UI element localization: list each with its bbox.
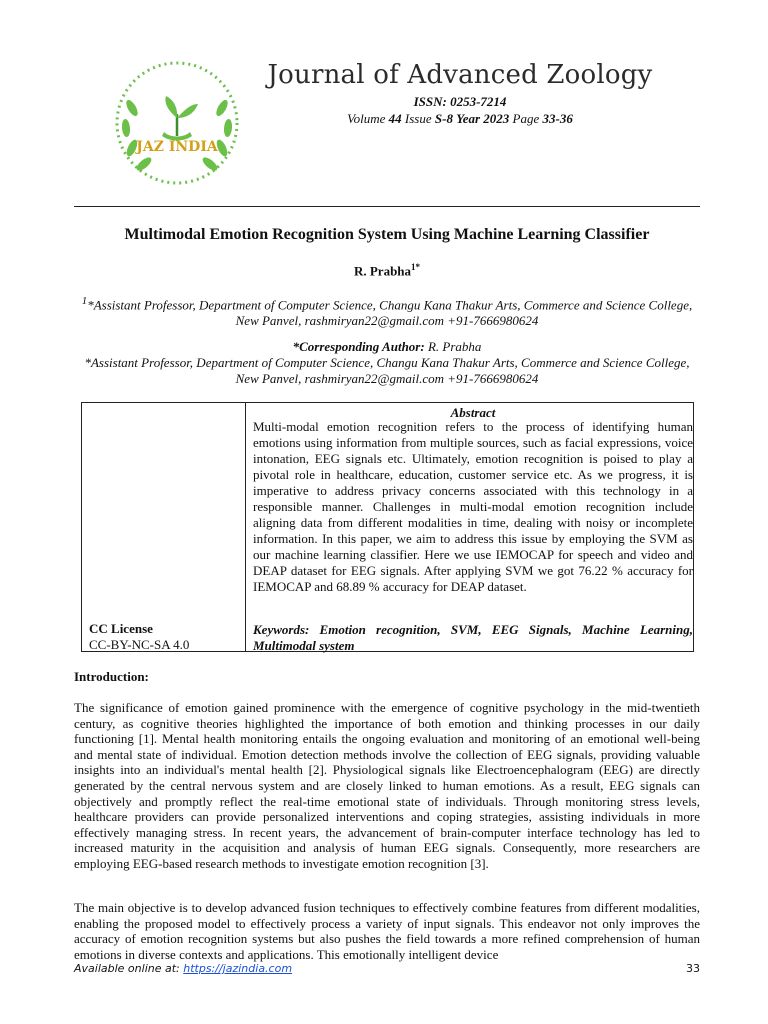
license-value: CC-BY-NC-SA 4.0 [89, 637, 190, 652]
page-range: 33-36 [542, 111, 573, 126]
page-label: Page [512, 111, 540, 126]
volume-line [250, 111, 670, 127]
journal-title: Journal of Advanced Zoology [267, 60, 653, 90]
volume-label: Volume [347, 111, 386, 126]
logo-text: JAZ INDIA [136, 139, 218, 155]
header-divider [74, 206, 700, 207]
issue-label: Issue [404, 111, 432, 126]
corresponding-label: *Corresponding Author: [292, 339, 425, 354]
affiliation-2: *Assistant Professor, Department of Computer Science, Changu Kana Thakur Arts, Commerce and Science College, New Panvel, rashmiryan22@gmail.com +91-7666980624 [84, 355, 690, 386]
author-superscript: 1* [411, 262, 421, 272]
year-value: 2023 [483, 111, 510, 126]
issn: ISSN: 0253-7214 [413, 94, 507, 109]
journal-logo [112, 58, 242, 188]
paragraph-1: The significance of emotion gained prominence with the emergence of cognitive psychology in the mid-twentieth century, as cognitive theories highlighted the importance of both emotion and thinking processes in our daily functioning [1]. Mental health monitoring entails the ongoing evaluation and monitoring of an emotional well-being and mental state of individual. Emotion detection methods involve the collection of EEG signals, providing valuable insights into an individual's mental health [2]. Physiological signals like Electroencephalogram (EEG) are directly generated by the central nervous system and are closely linked to human emotions. As a result, EEG signals can objectively and promptly reflect the real-time emotional state of individuals. Through monitoring stress levels, healthcare providers can provide personalized interventions and coping strategies, assisting individuals in more effectively managing stress. In recent years, the advancement of brain-computer interface technology has led to increased maturity in the acquisition and analysis of human EEG signals. Consequently, more researchers are employing EEG-based research methods to investigate emotion recognition [3]. [74, 700, 700, 871]
page-footer [74, 962, 700, 975]
author-name: R. Prabha [353, 263, 412, 279]
year-label: Year [456, 111, 481, 126]
abstract-table-divider [245, 403, 246, 651]
paragraph-2: The main objective is to develop advanced fusion techniques to effectively combine features from different modalities, enabling the proposed model to effectively process a variety of input signals. This endeavor not only improves the accuracy of emotion recognition systems but also pushes the field towards a more refined comprehension of human emotions in diverse contexts and applications. This emotionally intelligent device [74, 900, 700, 962]
abstract-text: Multi-modal emotion recognition refers to the process of identifying human emotions using information from multiple sources, such as facial expressions, voice intonation, EEG signals etc. Ultimately, emotion recognition is poised to play a pivotal role in healthcare, education, customer service etc. As we progress, it is imperative to address privacy concerns associated with this technology in a responsible manner. Challenges in multi-modal emotion recognition include aligning data from different modalities in time, dealing with noisy or incomplete information. In this paper, we aim to address this issue by employing the SVM as our machine learning classifier. Here we use IEMOCAP for speech and video and DEAP dataset for EEG signals. After applying SVM we got 76.22 % accuracy for IEMOCAP and 68.89 % accuracy for DEAP dataset. [253, 419, 693, 594]
corresponding-name: R. Prabha [424, 339, 482, 354]
affiliation-superscript: 1 [81, 295, 88, 307]
keywords: Keywords: Emotion recognition, SVM, EEG Signals, Machine Learning, Multimodal system [253, 622, 693, 653]
introduction-heading: Introduction: [74, 669, 149, 684]
affiliation-1 [74, 293, 700, 329]
available-online-label: Available online at: [74, 962, 180, 975]
journal-header [250, 60, 670, 127]
paper-title: Multimodal Emotion Recognition System Using Machine Learning Classifier [124, 226, 650, 243]
author-line [74, 262, 700, 279]
abstract-heading: Abstract [450, 405, 496, 420]
journal-website-link[interactable]: https://jazindia.com [183, 962, 293, 975]
corresponding-author [74, 339, 700, 355]
volume-number: 44 [388, 111, 402, 126]
issue-number: S-8 [434, 111, 453, 126]
page-number: 33 [686, 962, 700, 975]
affiliation-1-text: *Assistant Professor, Department of Computer Science, Changu Kana Thakur Arts, Commerce and Science College, New Panvel, rashmiryan22@gmail.com +91-7666980624 [87, 297, 693, 329]
license-label: CC License [89, 621, 153, 636]
abstract-table [81, 402, 694, 652]
jaz-india-logo-icon [112, 58, 242, 188]
